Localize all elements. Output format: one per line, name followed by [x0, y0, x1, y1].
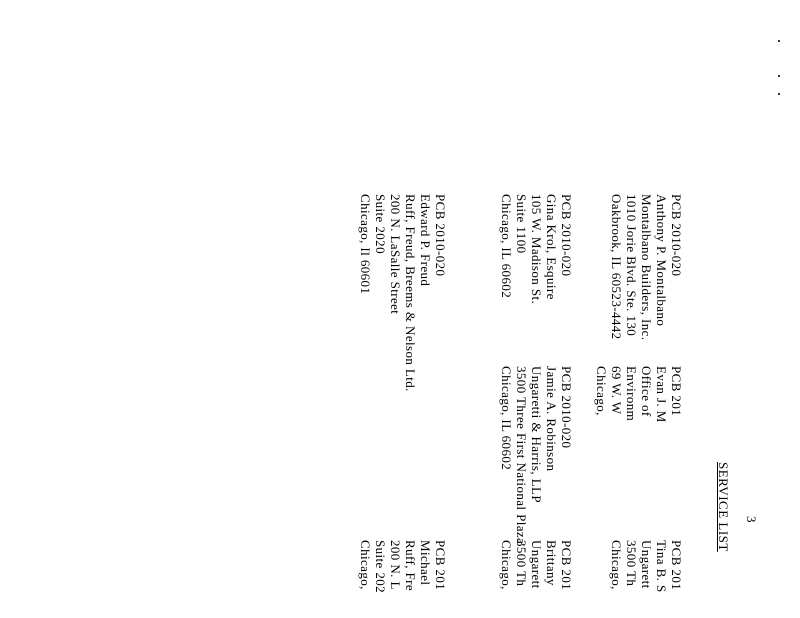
address-line: Chicago, IL 60602 [499, 366, 514, 471]
address-block-right-3 [499, 540, 574, 590]
address-line: Ruff, Freud, Breems & Nelson Ltd. [403, 194, 418, 392]
address-line: 105 W. Madison St. [529, 194, 544, 305]
address-block-montalbano [609, 194, 684, 340]
address-line: Evan J. M [654, 366, 669, 423]
address-line: Tina B. S [654, 540, 669, 593]
address-block-right-1 [594, 366, 684, 423]
address-line: Office of [639, 366, 654, 417]
address-line: Ungarett [639, 540, 654, 589]
address-line: PCB 201 [559, 540, 574, 591]
address-line: Brittany [544, 540, 559, 586]
address-block-right-4 [358, 540, 448, 593]
address-block-krol [499, 194, 574, 304]
address-line: 1010 Jorie Blvd. Ste. 130 [624, 194, 639, 337]
address-line: Edward P. Freud [418, 194, 433, 287]
address-block-robinson [499, 366, 574, 544]
address-line: PCB 201 [669, 540, 684, 591]
address-block-right-2 [609, 540, 684, 593]
address-line: Suite 1100 [514, 194, 529, 254]
address-line: PCB 2010-020 [559, 194, 574, 277]
address-line: Chicago, IL 60602 [499, 194, 514, 299]
address-line: 3500 Th [624, 540, 639, 587]
address-line: Ungaretti & Harris, LLP [529, 366, 544, 504]
address-line: Suite 2020 [373, 194, 388, 254]
address-line: 3500 Three First National Plaza [514, 366, 529, 545]
scan-speck [778, 93, 780, 95]
address-line: PCB 201 [669, 366, 684, 417]
address-line: Ruff, Fre [403, 540, 418, 592]
address-line: 200 N. LaSalle Street [388, 194, 403, 315]
address-line: 3500 Th [514, 540, 529, 587]
address-line: Michael [418, 540, 433, 586]
address-line: Chicago, [594, 366, 609, 416]
address-line: Environm [624, 366, 639, 422]
address-line: Oakbrook, IL 60523-4442 [609, 194, 624, 340]
scan-speck [778, 75, 780, 77]
address-line: PCB 2010-020 [433, 194, 448, 277]
page-number: 3 [744, 516, 759, 523]
scan-speck [778, 40, 780, 42]
address-line: Chicago, Il 60601 [358, 194, 373, 295]
address-line: PCB 2010-020 [669, 194, 684, 277]
address-line: Chicago, [499, 540, 514, 590]
address-line: Gina Krol, Esquire [544, 194, 559, 300]
address-line: 69 W. W [609, 366, 624, 415]
address-line: Chicago, [358, 540, 373, 590]
address-line: 200 N. L [388, 540, 403, 590]
address-line: Anthony P. Montalbano [654, 194, 669, 327]
address-line: Jamie A. Robinson [544, 366, 559, 472]
service-list-title: SERVICE LIST [716, 462, 731, 552]
address-line: Suite 202 [373, 540, 388, 594]
address-line: Ungarett [529, 540, 544, 589]
address-line: PCB 201 [433, 540, 448, 591]
address-line: Chicago, [609, 540, 624, 590]
address-line: Montalbano Builders, Inc. [639, 194, 654, 341]
address-line: PCB 2010-020 [559, 366, 574, 449]
address-block-freud [358, 194, 448, 392]
